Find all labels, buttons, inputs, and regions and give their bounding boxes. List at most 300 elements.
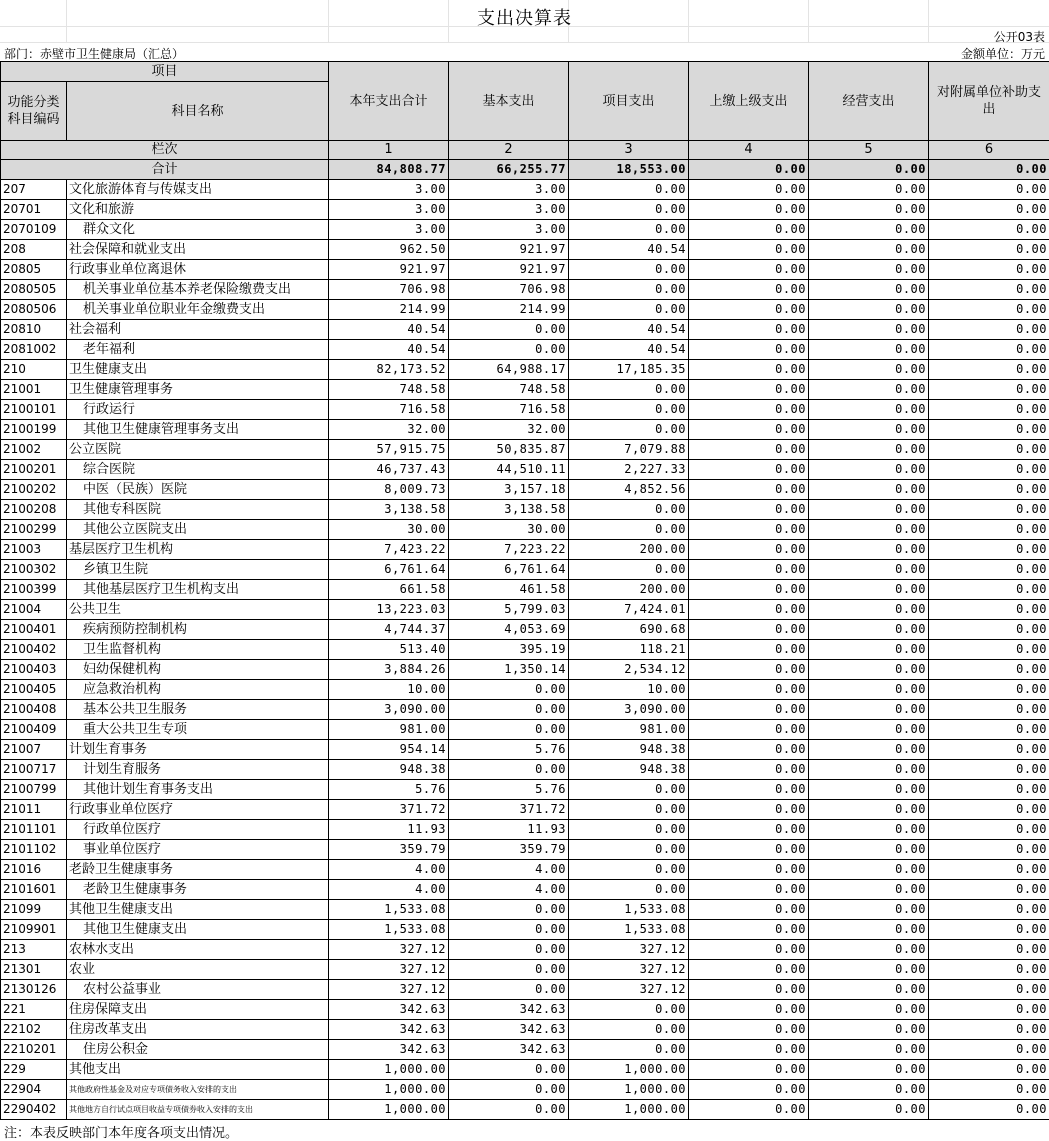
table-row bbox=[1, 380, 1049, 400]
row-name: 住房改革支出 bbox=[67, 1020, 329, 1040]
row-value: 1,000.00 bbox=[329, 1060, 449, 1080]
row-value: 0.00 bbox=[929, 380, 1049, 400]
row-name: 应急救治机构 bbox=[67, 680, 329, 700]
row-code: 21002 bbox=[1, 440, 67, 460]
table-row bbox=[1, 220, 1049, 240]
header-basic: 基本支出 bbox=[449, 62, 569, 141]
col-num: 5 bbox=[809, 141, 929, 160]
row-value: 0.00 bbox=[689, 1020, 809, 1040]
row-value: 0.00 bbox=[449, 920, 569, 940]
row-value: 0.00 bbox=[929, 900, 1049, 920]
row-value: 0.00 bbox=[809, 500, 929, 520]
row-value: 0.00 bbox=[689, 540, 809, 560]
row-value: 10.00 bbox=[569, 680, 689, 700]
row-value: 0.00 bbox=[929, 420, 1049, 440]
header-business: 经营支出 bbox=[809, 62, 929, 141]
table-row bbox=[1, 860, 1049, 880]
row-value: 0.00 bbox=[449, 1100, 569, 1120]
row-value: 0.00 bbox=[449, 980, 569, 1000]
row-name: 老龄卫生健康事务 bbox=[67, 880, 329, 900]
row-value: 1,000.00 bbox=[569, 1100, 689, 1120]
row-value: 2,227.33 bbox=[569, 460, 689, 480]
row-value: 0.00 bbox=[689, 720, 809, 740]
row-value: 0.00 bbox=[449, 720, 569, 740]
row-code: 2100199 bbox=[1, 420, 67, 440]
row-value: 0.00 bbox=[569, 380, 689, 400]
row-value: 0.00 bbox=[569, 800, 689, 820]
row-value: 0.00 bbox=[929, 1040, 1049, 1060]
row-value: 0.00 bbox=[809, 460, 929, 480]
row-value: 7,424.01 bbox=[569, 600, 689, 620]
row-value: 359.79 bbox=[449, 840, 569, 860]
row-value: 0.00 bbox=[569, 220, 689, 240]
row-name: 卫生健康支出 bbox=[67, 360, 329, 380]
header-total: 本年支出合计 bbox=[329, 62, 449, 141]
row-value: 0.00 bbox=[689, 980, 809, 1000]
row-value: 0.00 bbox=[689, 640, 809, 660]
row-value: 10.00 bbox=[329, 680, 449, 700]
row-value: 32.00 bbox=[449, 420, 569, 440]
table-row bbox=[1, 820, 1049, 840]
row-value: 342.63 bbox=[329, 1000, 449, 1020]
row-value: 0.00 bbox=[929, 480, 1049, 500]
row-value: 0.00 bbox=[569, 200, 689, 220]
table-row bbox=[1, 420, 1049, 440]
row-value: 0.00 bbox=[689, 1100, 809, 1120]
row-name: 基层医疗卫生机构 bbox=[67, 540, 329, 560]
row-name: 计划生育事务 bbox=[67, 740, 329, 760]
row-code: 2100202 bbox=[1, 480, 67, 500]
row-value: 0.00 bbox=[689, 940, 809, 960]
row-code: 229 bbox=[1, 1060, 67, 1080]
row-value: 461.58 bbox=[449, 580, 569, 600]
row-code: 213 bbox=[1, 940, 67, 960]
row-value: 921.97 bbox=[449, 260, 569, 280]
table-row bbox=[1, 1000, 1049, 1020]
row-value: 0.00 bbox=[929, 1020, 1049, 1040]
row-value: 0.00 bbox=[449, 900, 569, 920]
row-value: 7,223.22 bbox=[449, 540, 569, 560]
row-value: 1,533.08 bbox=[569, 900, 689, 920]
table-row bbox=[1, 200, 1049, 220]
row-value: 0.00 bbox=[929, 360, 1049, 380]
row-value: 0.00 bbox=[809, 640, 929, 660]
row-value: 0.00 bbox=[929, 960, 1049, 980]
row-value: 0.00 bbox=[569, 1000, 689, 1020]
header-func-code: 功能分类科目编码 bbox=[1, 82, 67, 141]
row-value: 0.00 bbox=[449, 1080, 569, 1100]
row-value: 0.00 bbox=[569, 260, 689, 280]
table-row bbox=[1, 880, 1049, 900]
row-value: 0.00 bbox=[689, 900, 809, 920]
row-name: 其他基层医疗卫生机构支出 bbox=[67, 580, 329, 600]
expenditure-table bbox=[0, 61, 1049, 1120]
row-value: 0.00 bbox=[929, 760, 1049, 780]
row-code: 2081002 bbox=[1, 340, 67, 360]
unit-label: 金额单位：万元 bbox=[960, 47, 1045, 61]
row-value: 0.00 bbox=[929, 540, 1049, 560]
row-value: 6,761.64 bbox=[329, 560, 449, 580]
row-value: 0.00 bbox=[929, 340, 1049, 360]
row-value: 0.00 bbox=[809, 1080, 929, 1100]
row-code: 20701 bbox=[1, 200, 67, 220]
table-row bbox=[1, 240, 1049, 260]
row-code: 207 bbox=[1, 180, 67, 200]
row-value: 0.00 bbox=[929, 280, 1049, 300]
row-value: 0.00 bbox=[929, 600, 1049, 620]
row-name: 住房公积金 bbox=[67, 1040, 329, 1060]
row-value: 3,138.58 bbox=[449, 500, 569, 520]
row-value: 0.00 bbox=[689, 460, 809, 480]
table-row bbox=[1, 180, 1049, 200]
row-value: 661.58 bbox=[329, 580, 449, 600]
row-value: 11.93 bbox=[329, 820, 449, 840]
row-value: 748.58 bbox=[449, 380, 569, 400]
total-value: 0.00 bbox=[929, 160, 1049, 180]
row-value: 0.00 bbox=[809, 1060, 929, 1080]
table-row bbox=[1, 960, 1049, 980]
header-project: 项目 bbox=[1, 62, 329, 82]
row-value: 0.00 bbox=[809, 180, 929, 200]
row-value: 3,157.18 bbox=[449, 480, 569, 500]
row-value: 17,185.35 bbox=[569, 360, 689, 380]
row-value: 0.00 bbox=[929, 740, 1049, 760]
row-value: 2,534.12 bbox=[569, 660, 689, 680]
total-row bbox=[1, 160, 1049, 180]
row-value: 0.00 bbox=[689, 800, 809, 820]
row-value: 0.00 bbox=[929, 940, 1049, 960]
row-name: 其他公立医院支出 bbox=[67, 520, 329, 540]
col-num: 2 bbox=[449, 141, 569, 160]
row-value: 50,835.87 bbox=[449, 440, 569, 460]
row-value: 1,350.14 bbox=[449, 660, 569, 680]
row-value: 0.00 bbox=[809, 240, 929, 260]
row-value: 0.00 bbox=[929, 800, 1049, 820]
header-project-expense: 项目支出 bbox=[569, 62, 689, 141]
row-value: 0.00 bbox=[929, 520, 1049, 540]
row-value: 0.00 bbox=[809, 720, 929, 740]
row-value: 214.99 bbox=[329, 300, 449, 320]
row-value: 0.00 bbox=[929, 180, 1049, 200]
row-name: 其他地方自行试点项目收益专项债券收入安排的支出 bbox=[67, 1100, 329, 1120]
row-value: 0.00 bbox=[929, 860, 1049, 880]
row-value: 0.00 bbox=[809, 780, 929, 800]
row-code: 2101101 bbox=[1, 820, 67, 840]
row-value: 342.63 bbox=[329, 1040, 449, 1060]
table-row bbox=[1, 720, 1049, 740]
row-value: 0.00 bbox=[809, 300, 929, 320]
row-name: 其他支出 bbox=[67, 1060, 329, 1080]
row-value: 40.54 bbox=[569, 320, 689, 340]
row-name: 行政运行 bbox=[67, 400, 329, 420]
row-value: 13,223.03 bbox=[329, 600, 449, 620]
row-value: 0.00 bbox=[689, 420, 809, 440]
row-code: 210 bbox=[1, 360, 67, 380]
row-name: 公共卫生 bbox=[67, 600, 329, 620]
row-name: 文化和旅游 bbox=[67, 200, 329, 220]
total-value: 0.00 bbox=[809, 160, 929, 180]
row-value: 40.54 bbox=[569, 340, 689, 360]
row-value: 0.00 bbox=[929, 460, 1049, 480]
row-value: 3,138.58 bbox=[329, 500, 449, 520]
row-value: 0.00 bbox=[929, 880, 1049, 900]
table-row bbox=[1, 700, 1049, 720]
row-value: 0.00 bbox=[449, 960, 569, 980]
row-value: 0.00 bbox=[809, 680, 929, 700]
row-name: 老龄卫生健康事务 bbox=[67, 860, 329, 880]
table-row bbox=[1, 280, 1049, 300]
row-code: 221 bbox=[1, 1000, 67, 1020]
row-name: 其他计划生育事务支出 bbox=[67, 780, 329, 800]
row-value: 0.00 bbox=[569, 180, 689, 200]
row-value: 0.00 bbox=[809, 820, 929, 840]
row-name: 行政事业单位离退休 bbox=[67, 260, 329, 280]
header-subsidy: 对附属单位补助支出 bbox=[929, 62, 1049, 141]
row-value: 0.00 bbox=[809, 340, 929, 360]
row-value: 0.00 bbox=[689, 1080, 809, 1100]
row-value: 371.72 bbox=[329, 800, 449, 820]
row-name: 重大公共卫生专项 bbox=[67, 720, 329, 740]
table-row bbox=[1, 500, 1049, 520]
table-row bbox=[1, 660, 1049, 680]
row-value: 3,090.00 bbox=[329, 700, 449, 720]
row-value: 921.97 bbox=[329, 260, 449, 280]
row-value: 0.00 bbox=[689, 1000, 809, 1020]
row-value: 5.76 bbox=[449, 780, 569, 800]
table-row bbox=[1, 1080, 1049, 1100]
row-name: 计划生育服务 bbox=[67, 760, 329, 780]
row-value: 0.00 bbox=[689, 340, 809, 360]
row-code: 21004 bbox=[1, 600, 67, 620]
row-value: 0.00 bbox=[809, 380, 929, 400]
row-value: 3.00 bbox=[329, 180, 449, 200]
table-row bbox=[1, 540, 1049, 560]
row-value: 0.00 bbox=[569, 280, 689, 300]
row-value: 82,173.52 bbox=[329, 360, 449, 380]
table-row bbox=[1, 640, 1049, 660]
row-value: 32.00 bbox=[329, 420, 449, 440]
row-value: 3.00 bbox=[329, 200, 449, 220]
row-code: 2100101 bbox=[1, 400, 67, 420]
row-value: 706.98 bbox=[329, 280, 449, 300]
row-value: 0.00 bbox=[809, 660, 929, 680]
row-value: 0.00 bbox=[449, 680, 569, 700]
row-value: 0.00 bbox=[569, 520, 689, 540]
row-value: 327.12 bbox=[569, 940, 689, 960]
row-code: 21001 bbox=[1, 380, 67, 400]
row-value: 30.00 bbox=[329, 520, 449, 540]
row-value: 57,915.75 bbox=[329, 440, 449, 460]
row-value: 0.00 bbox=[929, 620, 1049, 640]
row-value: 0.00 bbox=[449, 940, 569, 960]
row-code: 2100409 bbox=[1, 720, 67, 740]
row-code: 2290402 bbox=[1, 1100, 67, 1120]
row-value: 0.00 bbox=[689, 740, 809, 760]
row-name: 行政单位医疗 bbox=[67, 820, 329, 840]
row-value: 1,000.00 bbox=[569, 1080, 689, 1100]
row-value: 954.14 bbox=[329, 740, 449, 760]
row-value: 8,009.73 bbox=[329, 480, 449, 500]
row-name: 机关事业单位职业年金缴费支出 bbox=[67, 300, 329, 320]
row-code: 2100399 bbox=[1, 580, 67, 600]
row-value: 0.00 bbox=[689, 320, 809, 340]
header-row-label: 栏次 bbox=[1, 141, 329, 160]
row-value: 0.00 bbox=[689, 620, 809, 640]
row-value: 342.63 bbox=[329, 1020, 449, 1040]
row-value: 395.19 bbox=[449, 640, 569, 660]
row-name: 文化旅游体育与传媒支出 bbox=[67, 180, 329, 200]
row-value: 0.00 bbox=[809, 1000, 929, 1020]
row-code: 2101601 bbox=[1, 880, 67, 900]
row-value: 0.00 bbox=[689, 520, 809, 540]
table-row bbox=[1, 400, 1049, 420]
row-name: 综合医院 bbox=[67, 460, 329, 480]
row-value: 0.00 bbox=[689, 200, 809, 220]
row-name: 基本公共卫生服务 bbox=[67, 700, 329, 720]
row-value: 962.50 bbox=[329, 240, 449, 260]
row-value: 0.00 bbox=[689, 300, 809, 320]
row-value: 0.00 bbox=[689, 700, 809, 720]
row-value: 0.00 bbox=[569, 300, 689, 320]
table-row bbox=[1, 320, 1049, 340]
row-value: 716.58 bbox=[329, 400, 449, 420]
row-name: 其他卫生健康支出 bbox=[67, 900, 329, 920]
row-value: 0.00 bbox=[689, 500, 809, 520]
table-row bbox=[1, 600, 1049, 620]
row-value: 44,510.11 bbox=[449, 460, 569, 480]
row-value: 0.00 bbox=[689, 1060, 809, 1080]
row-value: 4,852.56 bbox=[569, 480, 689, 500]
row-name: 老年福利 bbox=[67, 340, 329, 360]
row-value: 0.00 bbox=[689, 260, 809, 280]
row-value: 0.00 bbox=[689, 820, 809, 840]
table-row bbox=[1, 1060, 1049, 1080]
row-value: 118.21 bbox=[569, 640, 689, 660]
row-value: 0.00 bbox=[929, 840, 1049, 860]
row-value: 0.00 bbox=[809, 600, 929, 620]
row-code: 2210201 bbox=[1, 1040, 67, 1060]
row-code: 2100717 bbox=[1, 760, 67, 780]
row-code: 2100299 bbox=[1, 520, 67, 540]
row-value: 921.97 bbox=[449, 240, 569, 260]
footnote: 注：本表反映部门本年度各项支出情况。 bbox=[4, 1126, 239, 1141]
row-value: 0.00 bbox=[929, 440, 1049, 460]
row-name: 事业单位医疗 bbox=[67, 840, 329, 860]
table-row bbox=[1, 260, 1049, 280]
row-value: 371.72 bbox=[449, 800, 569, 820]
row-code: 2070109 bbox=[1, 220, 67, 240]
row-code: 21007 bbox=[1, 740, 67, 760]
table-row bbox=[1, 1100, 1049, 1120]
row-value: 0.00 bbox=[809, 320, 929, 340]
table-row bbox=[1, 800, 1049, 820]
row-code: 21099 bbox=[1, 900, 67, 920]
row-value: 0.00 bbox=[569, 420, 689, 440]
row-code: 2080505 bbox=[1, 280, 67, 300]
row-value: 4.00 bbox=[449, 860, 569, 880]
row-value: 0.00 bbox=[809, 520, 929, 540]
department-label: 部门：赤壁市卫生健康局（汇总） bbox=[4, 47, 185, 61]
row-value: 1,533.08 bbox=[329, 920, 449, 940]
row-value: 0.00 bbox=[689, 580, 809, 600]
row-value: 342.63 bbox=[449, 1040, 569, 1060]
row-value: 0.00 bbox=[929, 200, 1049, 220]
row-code: 208 bbox=[1, 240, 67, 260]
row-value: 0.00 bbox=[809, 700, 929, 720]
row-value: 0.00 bbox=[809, 840, 929, 860]
row-code: 2101102 bbox=[1, 840, 67, 860]
row-name: 社会保障和就业支出 bbox=[67, 240, 329, 260]
row-value: 0.00 bbox=[689, 680, 809, 700]
row-code: 2080506 bbox=[1, 300, 67, 320]
row-value: 0.00 bbox=[689, 440, 809, 460]
row-value: 0.00 bbox=[929, 400, 1049, 420]
table-row bbox=[1, 780, 1049, 800]
table-row bbox=[1, 360, 1049, 380]
row-name: 农林水支出 bbox=[67, 940, 329, 960]
row-value: 0.00 bbox=[809, 540, 929, 560]
table-row bbox=[1, 460, 1049, 480]
row-value: 0.00 bbox=[569, 880, 689, 900]
row-value: 327.12 bbox=[329, 980, 449, 1000]
row-value: 1,533.08 bbox=[329, 900, 449, 920]
table-row bbox=[1, 940, 1049, 960]
row-value: 0.00 bbox=[569, 1040, 689, 1060]
row-value: 0.00 bbox=[689, 480, 809, 500]
row-value: 513.40 bbox=[329, 640, 449, 660]
row-code: 2100208 bbox=[1, 500, 67, 520]
row-value: 3.00 bbox=[449, 200, 569, 220]
row-value: 40.54 bbox=[329, 320, 449, 340]
row-value: 0.00 bbox=[689, 1040, 809, 1060]
row-value: 948.38 bbox=[569, 740, 689, 760]
row-value: 0.00 bbox=[689, 380, 809, 400]
row-code: 2100401 bbox=[1, 620, 67, 640]
col-num: 1 bbox=[329, 141, 449, 160]
row-value: 3.00 bbox=[449, 220, 569, 240]
row-value: 0.00 bbox=[449, 340, 569, 360]
row-code: 2109901 bbox=[1, 920, 67, 940]
total-value: 66,255.77 bbox=[449, 160, 569, 180]
row-value: 0.00 bbox=[689, 280, 809, 300]
row-value: 30.00 bbox=[449, 520, 569, 540]
row-value: 1,533.08 bbox=[569, 920, 689, 940]
table-row bbox=[1, 1040, 1049, 1060]
table-row bbox=[1, 340, 1049, 360]
row-name: 其他卫生健康管理事务支出 bbox=[67, 420, 329, 440]
row-value: 4.00 bbox=[329, 860, 449, 880]
row-value: 5.76 bbox=[449, 740, 569, 760]
row-value: 0.00 bbox=[809, 740, 929, 760]
row-code: 20810 bbox=[1, 320, 67, 340]
row-value: 0.00 bbox=[929, 640, 1049, 660]
row-value: 0.00 bbox=[809, 1020, 929, 1040]
row-value: 0.00 bbox=[569, 860, 689, 880]
row-value: 0.00 bbox=[809, 760, 929, 780]
row-value: 0.00 bbox=[689, 220, 809, 240]
row-value: 0.00 bbox=[929, 500, 1049, 520]
row-value: 0.00 bbox=[809, 620, 929, 640]
row-name: 其他政府性基金及对应专项债务收入安排的支出 bbox=[67, 1080, 329, 1100]
table-row bbox=[1, 440, 1049, 460]
row-value: 0.00 bbox=[689, 880, 809, 900]
table-row bbox=[1, 840, 1049, 860]
row-value: 0.00 bbox=[689, 780, 809, 800]
row-value: 0.00 bbox=[929, 920, 1049, 940]
row-value: 0.00 bbox=[929, 240, 1049, 260]
row-code: 21011 bbox=[1, 800, 67, 820]
table-row bbox=[1, 900, 1049, 920]
